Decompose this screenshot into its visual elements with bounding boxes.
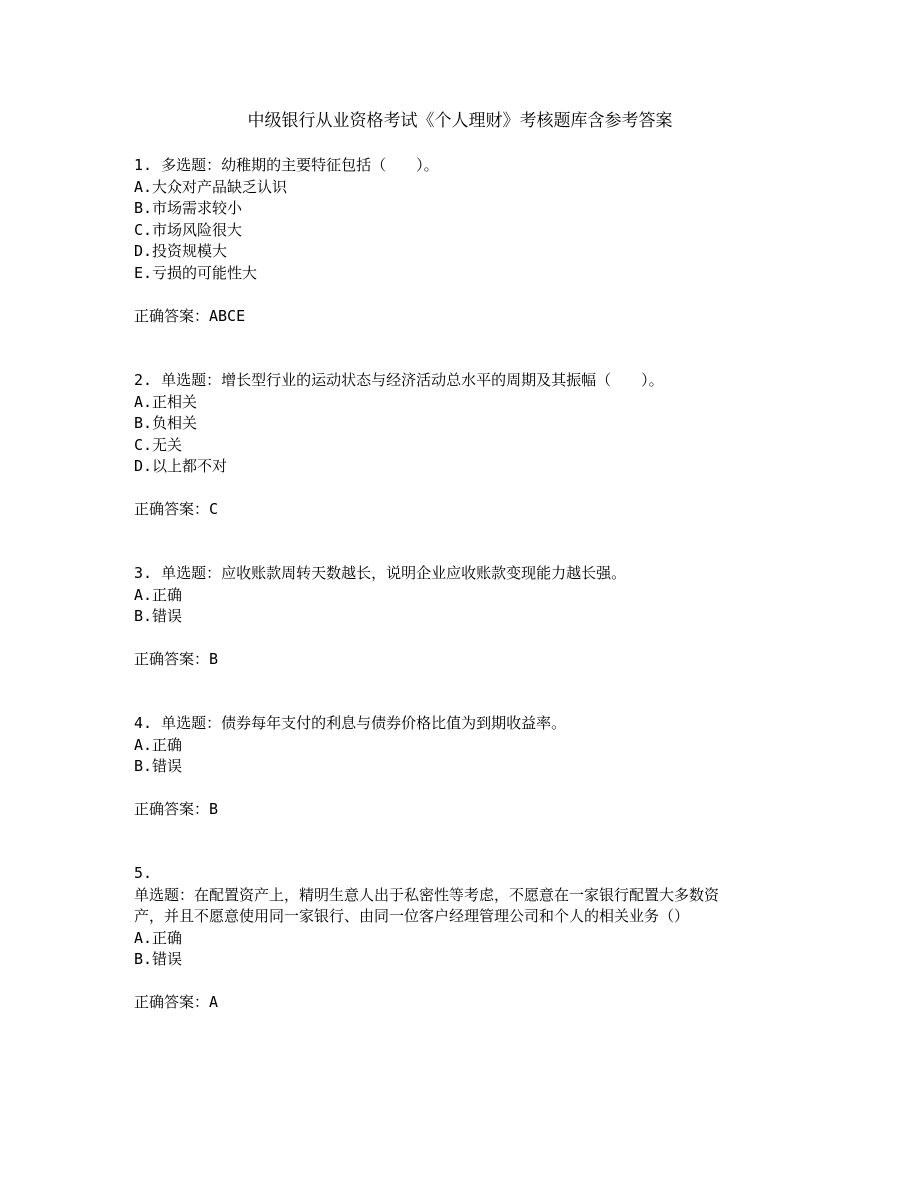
correct-answer: 正确答案：ABCE bbox=[134, 306, 246, 325]
option-b: B.错误 bbox=[134, 950, 183, 968]
question-stem: 4. 单选题：债券每年支付的利息与债券价格比值为到期收益率。 bbox=[134, 714, 567, 732]
correct-answer: 正确答案：A bbox=[134, 993, 219, 1011]
correct-answer: 正确答案：B bbox=[134, 650, 219, 668]
question-stem-line-2: 产，并且不愿意使用同一家银行、由同一位客户经理管理公司和个人的相关业务（） bbox=[134, 907, 690, 925]
question-stem: 3. 单选题：应收账款周转天数越长，说明企业应收账款变现能力越长强。 bbox=[134, 564, 627, 582]
option-b: B.错误 bbox=[134, 757, 183, 775]
option-c: C.市场风险很大 bbox=[134, 220, 243, 239]
question-number: 5. bbox=[134, 864, 153, 882]
question-stem: 1. 多选题：幼稚期的主要特征包括（ ）。 bbox=[134, 156, 439, 174]
question-stem-line-1: 单选题：在配置资产上，精明生意人出于私密性等考虑，不愿意在一家银行配置大多数资 bbox=[134, 885, 720, 904]
question-3 bbox=[134, 563, 794, 671]
option-a: A.正确 bbox=[134, 585, 183, 604]
option-b: B.负相关 bbox=[134, 414, 198, 432]
question-5 bbox=[134, 863, 794, 1014]
question-stem: 2. 单选题：增长型行业的运动状态与经济活动总水平的周期及其振幅（ ）。 bbox=[134, 371, 664, 389]
question-1 bbox=[134, 155, 794, 327]
option-d: D.以上都不对 bbox=[134, 457, 228, 475]
option-d: D.投资规模大 bbox=[134, 242, 228, 260]
option-a: A.正相关 bbox=[134, 392, 198, 411]
correct-answer: 正确答案：C bbox=[134, 500, 219, 518]
option-b: B.市场需求较小 bbox=[134, 199, 243, 217]
correct-answer: 正确答案：B bbox=[134, 800, 219, 818]
option-b: B.错误 bbox=[134, 607, 183, 625]
document-title: 中级银行从业资格考试《个人理财》考核题库含参考答案 bbox=[247, 111, 673, 131]
option-a: A.正确 bbox=[134, 735, 183, 754]
option-a: A.大众对产品缺乏认识 bbox=[134, 177, 288, 196]
option-a: A.正确 bbox=[134, 928, 183, 947]
option-c: C.无关 bbox=[134, 435, 183, 454]
question-2 bbox=[134, 370, 794, 521]
question-4 bbox=[134, 713, 794, 821]
option-e: E.亏损的可能性大 bbox=[134, 263, 258, 282]
